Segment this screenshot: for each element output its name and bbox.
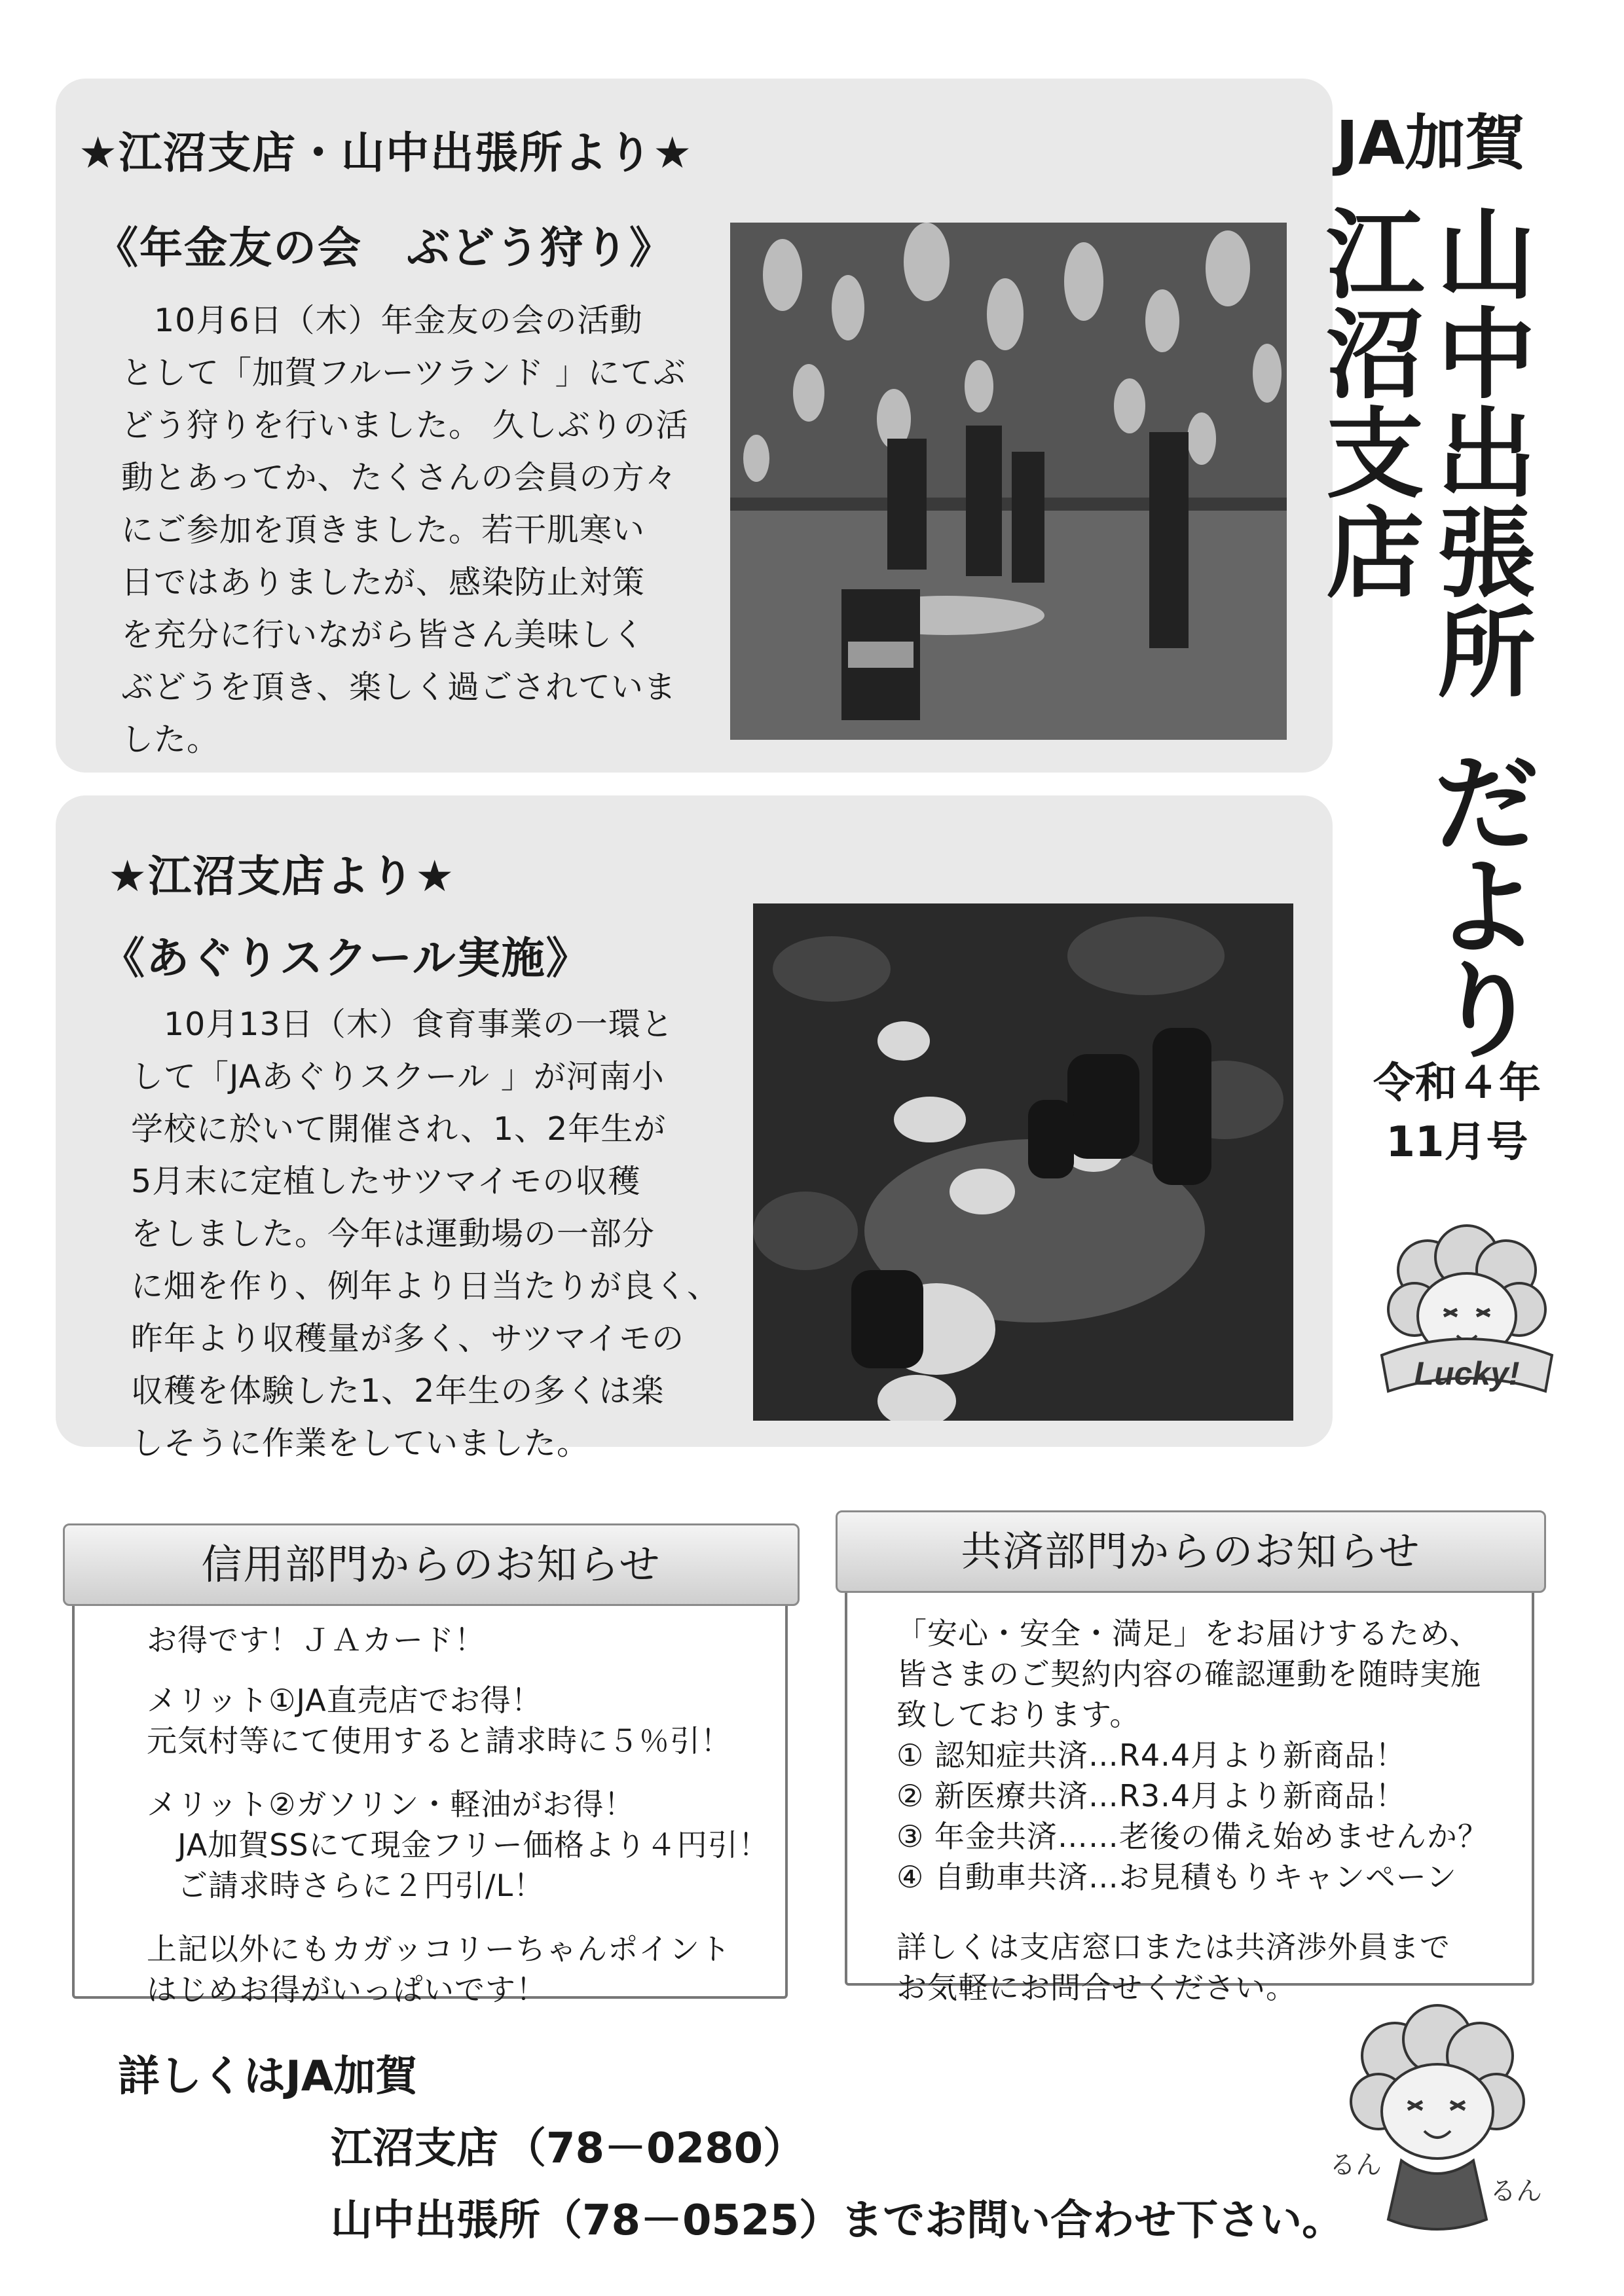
- article2-line: 収穫を体験した1、2年生の多くは楽: [131, 1372, 665, 1410]
- footer-office-phone: （78－0525）: [540, 2196, 841, 2245]
- masthead-char: 沼: [1325, 299, 1424, 412]
- credit-notice-line: ご請求時さらに２円引/L！: [147, 1868, 545, 1903]
- article1-line: ぶどうを頂き、楽しく過ごされていま: [121, 668, 677, 706]
- article-grape-picking: [56, 79, 1333, 773]
- credit-notice-line: 元気村等にて使用すると請求時に５％引！: [147, 1723, 731, 1758]
- issue-month: 11月号: [1386, 1118, 1528, 1167]
- article1-section-heading: ★江沼支店・山中出張所より★: [79, 128, 693, 178]
- masthead-yamanaka-column: [1431, 199, 1542, 711]
- mutual-aid-notice-line: 「安心・安全・満足」をお届けするため、: [896, 1616, 1481, 1651]
- article2-section-heading: ★江沼支店より★: [108, 851, 456, 902]
- masthead-char: よ: [1433, 847, 1539, 969]
- masthead-enuma-column: [1320, 199, 1431, 611]
- article1-line: にご参加を頂きました。若干肌寒い: [121, 511, 646, 549]
- masthead-char: 江: [1325, 199, 1424, 313]
- mutual-aid-notice-line: 皆さまのご契約内容の確認運動を随時実施: [896, 1656, 1481, 1692]
- masthead-char: 支: [1325, 398, 1424, 512]
- article2-line: をしました。今年は運動場の一部分: [131, 1215, 655, 1252]
- article2-body: [131, 998, 720, 1470]
- mutual-aid-notice-line: [896, 1897, 1488, 1927]
- credit-notice-line: メリット②ガソリン・軽油がお得！: [147, 1787, 635, 1822]
- mascot-lucky-text: Lucky!: [1414, 1355, 1520, 1392]
- article1-line: した。: [121, 721, 220, 758]
- mutual-aid-notice-line: ② 新医療共済…R3.4月より新商品！: [896, 1778, 1406, 1813]
- mutual-aid-notice-line: ④ 自動車共済…お見積もりキャンペーン: [896, 1859, 1457, 1895]
- article1-line: 10月6日（木）年金友の会の活動: [121, 302, 643, 339]
- article2-line: に畑を作り、例年より日当たりが良く、: [131, 1267, 720, 1305]
- credit-notice-line: お得です！ＪＡカード！: [147, 1622, 485, 1658]
- article2-line: しそうに作業をしていました。: [131, 1425, 590, 1462]
- article2-line: 10月13日（木）食育事業の一環と: [131, 1006, 674, 1043]
- credit-notice-line: 上記以外にもカガッコリーちゃんポイント: [147, 1931, 731, 1967]
- mascot-run-illustration: [1323, 2003, 1552, 2259]
- footer-contact-heading: 詳しくはJA加賀: [118, 2052, 418, 2101]
- mutual-aid-notice-body: [896, 1613, 1488, 2008]
- mutual-aid-notice-title: 共済部門からのお知らせ: [836, 1510, 1546, 1593]
- mutual-aid-notice-line: ③ 年金共済……老後の備え始めませんか？: [896, 1819, 1488, 1854]
- footer-closing: までお問い合わせ下さい。: [841, 2196, 1344, 2245]
- article1-line: 日ではありましたが、感染防止対策: [121, 564, 646, 601]
- article2-line: 5月末に定植したサツマイモの収穫: [131, 1163, 641, 1200]
- credit-notice-line: メリット①JA直売店でお得！: [147, 1683, 542, 1718]
- masthead-char: だ: [1433, 743, 1539, 866]
- article1-body: [121, 295, 689, 766]
- issue-label: [1356, 1054, 1559, 1172]
- article1-line: 動とあってか、たくさんの会員の方々: [121, 459, 678, 496]
- footer-office-name: 山中出張所: [331, 2196, 540, 2245]
- masthead-char: 所: [1437, 597, 1536, 711]
- credit-notice-line: はじめお得がいっぱいです！: [147, 1972, 547, 2007]
- article2-title: 《あぐりスクール実施》: [101, 933, 591, 983]
- credit-notice-line: [147, 1761, 769, 1784]
- credit-notice-body: [147, 1620, 769, 2010]
- masthead-char: り: [1433, 950, 1539, 1072]
- credit-notice-line: [147, 1660, 769, 1680]
- article1-title: 《年金友の会 ぶどう狩り》: [95, 223, 674, 273]
- mascot-run-text-right: るん: [1490, 2177, 1542, 2206]
- mutual-aid-notice-box: [845, 1522, 1534, 2005]
- credit-notice-line: [147, 1906, 769, 1929]
- masthead-char: 出: [1437, 398, 1536, 512]
- article2-line: して「JAあぐりスクール 」が河南小: [131, 1058, 665, 1095]
- footer-branch-phone: （78－0280）: [504, 2124, 805, 2173]
- mutual-aid-notice-line: ① 認知症共済…R4.4月より新商品！: [896, 1738, 1406, 1773]
- footer-branch-name: 江沼支店: [331, 2124, 498, 2173]
- mascot-run-text-left: るん: [1329, 2151, 1382, 2179]
- sweet-potato-harvest-photo: [753, 903, 1293, 1421]
- mutual-aid-notice-line: お気軽にお問合せください。: [896, 1970, 1297, 2005]
- masthead-org-name: JA加賀: [1336, 108, 1526, 178]
- masthead-char: 中: [1437, 299, 1536, 412]
- masthead-dayori: [1431, 743, 1542, 1072]
- article1-line: として「加賀フルーツランド 」にてぶ: [121, 354, 686, 392]
- grape-picking-photo: [730, 223, 1287, 740]
- mascot-lucky-illustration: [1369, 1224, 1559, 1401]
- credit-notice-title: 信用部門からのお知らせ: [63, 1523, 800, 1606]
- footer-contact-line: [331, 2187, 1344, 2247]
- article2-line: 昨年より収穫量が多く、サツマイモの: [131, 1320, 685, 1357]
- masthead-char: 店: [1325, 498, 1424, 611]
- mutual-aid-notice-line: 致しております。: [896, 1697, 1141, 1732]
- article1-line: を充分に行いながら皆さん美味しく: [121, 616, 646, 653]
- credit-notice-line: JA加賀SSにて現金フリー価格より４円引！: [147, 1827, 769, 1863]
- article2-line: 学校に於いて開催され、1、2年生が: [131, 1110, 667, 1148]
- mutual-aid-notice-line: 詳しくは支店窓口または共済渉外員まで: [896, 1929, 1450, 1965]
- masthead-char: 張: [1437, 498, 1536, 611]
- credit-notice-box: [72, 1535, 788, 2007]
- article-agri-school: [56, 795, 1333, 1462]
- issue-year: 令和４年: [1373, 1059, 1541, 1108]
- article1-line: どう狩りを行いました。 久しぶりの活: [121, 407, 689, 444]
- masthead-char: 山: [1437, 199, 1536, 313]
